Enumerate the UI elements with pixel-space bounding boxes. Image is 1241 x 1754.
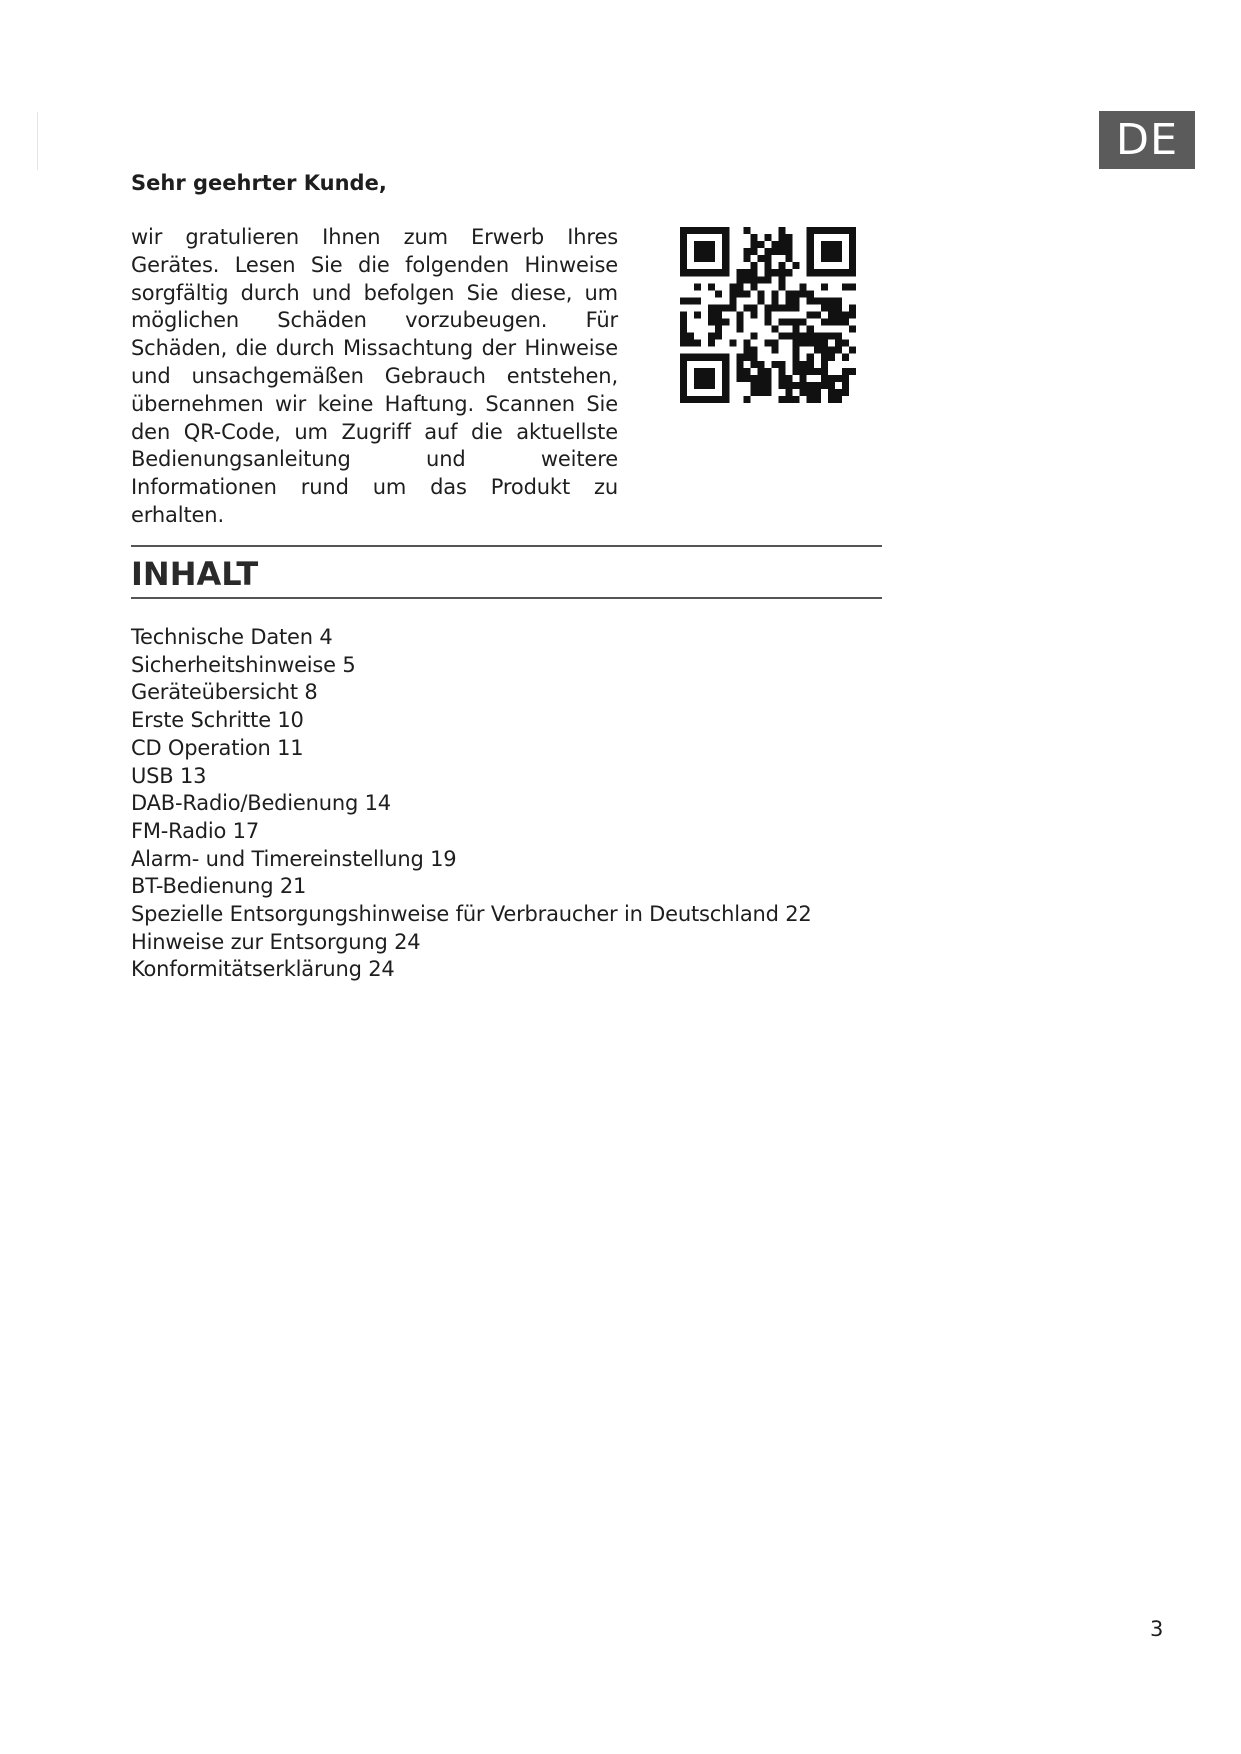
- toc-item: Sicherheitshinweise 5: [131, 652, 356, 677]
- toc-item: BT-Bedienung 21: [131, 874, 307, 899]
- toc-item: Spezielle Entsorgungshinweise für Verbraucher in Deutschland 22: [131, 902, 812, 927]
- toc-item: Geräteübersicht 8: [131, 680, 318, 705]
- toc-item: DAB-Radio/Bedienung 14: [131, 791, 391, 816]
- intro-paragraph: wir gratulieren Ihnen zum Erwerb Ihres Gerätes. Lesen Sie die folgenden Hinweise sorgfältig durch und befolgen Sie diese, um möglichen Schäden vorzubeugen. Für Schäden, die durch Missachtung der Hinweise und unsachgemäßen Gebrauch entstehen, übernehmen wir keine Haftung. Scannen Sie den QR-Code, um Zugriff auf die aktuellste Bedienungsanleitung und weitere Informationen rund um das Produkt zu erhalten.: [131, 225, 618, 527]
- toc-item: Konformitätserklärung 24: [131, 957, 395, 982]
- greeting: Sehr geehrter Kunde,: [131, 171, 387, 195]
- toc-item: Erste Schritte 10: [131, 708, 304, 733]
- toc-rule-bottom: [131, 597, 882, 599]
- toc-item: FM-Radio 17: [131, 818, 259, 843]
- toc-item: CD Operation 11: [131, 735, 304, 760]
- toc-item: Technische Daten 4: [131, 625, 333, 649]
- toc-item: Alarm- und Timereinstellung 19: [131, 846, 457, 871]
- toc-item: Hinweise zur Entsorgung 24: [131, 929, 421, 954]
- qr-code-icon: [680, 227, 856, 403]
- page-number: 3: [1150, 1617, 1164, 1641]
- toc-item: USB 13: [131, 763, 207, 788]
- language-badge: DE: [1099, 111, 1195, 169]
- table-of-contents: [131, 624, 812, 984]
- toc-rule-top: [131, 545, 882, 547]
- margin-line: [37, 112, 38, 170]
- toc-heading: INHALT: [131, 555, 259, 593]
